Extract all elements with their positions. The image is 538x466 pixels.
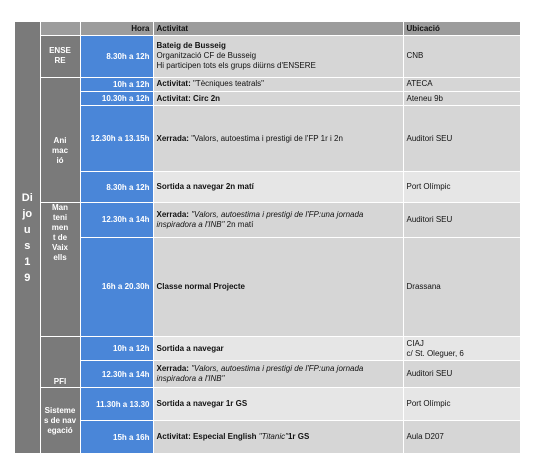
table-row: [15, 421, 520, 454]
header-hora: Hora: [80, 22, 153, 36]
activity-line: Hi participen tots els grups diürns d'ENSERE: [156, 61, 316, 71]
time-cell: 8.30h a 12h: [80, 36, 153, 77]
time-cell: 8.30h a 12h: [80, 172, 153, 203]
table-row: [15, 237, 520, 336]
activity-cell: Activitat: "Tècniques teatrals": [153, 77, 403, 91]
location-cell: Auditori SEU: [403, 202, 520, 237]
table-row: [15, 106, 520, 172]
activity-cell: Sortida a navegar: [153, 336, 403, 361]
header-ubicacio: Ubicació: [403, 22, 520, 36]
time-cell: 15h a 16h: [80, 421, 153, 454]
activity-line: Organització CF de Busseig: [156, 51, 257, 61]
table-row: [15, 202, 520, 237]
location-cell: Drassana: [403, 237, 520, 336]
activity-cell: [153, 36, 403, 77]
table-row: [15, 336, 520, 361]
time-cell: 16h a 20.30h: [80, 237, 153, 336]
activity-cell: Activitat: Circ 2n: [153, 91, 403, 105]
time-cell: 10h a 12h: [80, 77, 153, 91]
table-row: [15, 36, 520, 77]
header-row: [15, 22, 520, 36]
activity-cell: Xerrada: "Valors, autoestima i prestigi de l'FP:una jornada inspiradora a l'INB": [153, 361, 403, 388]
time-cell: 10h a 12h: [80, 336, 153, 361]
location-cell: Port Olímpic: [403, 172, 520, 203]
time-cell: 12.30h a 13.15h: [80, 106, 153, 172]
activity-cell: Classe normal Projecte: [153, 237, 403, 336]
time-cell: 10.30h a 12h: [80, 91, 153, 105]
group-sistemes: Sistemes de navegació: [40, 388, 80, 454]
time-cell: 12.30h a 14h: [80, 202, 153, 237]
day-cell: [15, 22, 40, 454]
location-cell: CNB: [403, 36, 520, 77]
day-label: Dijous 19: [21, 191, 33, 284]
location-cell: Auditori SEU: [403, 361, 520, 388]
header-activitat: Activitat: [153, 22, 403, 36]
group-animacio: Animació: [40, 77, 80, 202]
header-group: [40, 22, 80, 36]
location-cell: Auditori SEU: [403, 106, 520, 172]
schedule-table: [15, 21, 521, 454]
location-cell: Port Olímpic: [403, 388, 520, 421]
location-cell: Aula D207: [403, 421, 520, 454]
table-row: [15, 77, 520, 91]
activity-title: Bateig de Busseig: [156, 41, 226, 51]
table-row: [15, 172, 520, 203]
activity-cell: Xerrada: "Valors, autoestima i prestigi de l'FP:una jornada inspiradora a l'INB" 2n matí: [153, 202, 403, 237]
activity-cell: Sortida a navegar 1r GS: [153, 388, 403, 421]
activity-cell: Activitat: Especial English "Titanic"1r GS: [153, 421, 403, 454]
table-row: [15, 361, 520, 388]
time-cell: 11.30h a 13.30: [80, 388, 153, 421]
table-row: [15, 91, 520, 105]
location-cell: Ateneu 9b: [403, 91, 520, 105]
location-cell: ATECA: [403, 77, 520, 91]
group-ensere: ENSERE: [40, 36, 80, 77]
group-pfi: PFI: [40, 336, 80, 387]
table-row: [15, 388, 520, 421]
location-cell: CIAJ c/ St. Oleguer, 6: [403, 336, 520, 361]
activity-cell: Xerrada: "Valors, autoestima i prestigi de l'FP 1r i 2n: [153, 106, 403, 172]
activity-cell: Sortida a navegar 2n matí: [153, 172, 403, 203]
group-manteniment: Manteniment de Vaixells: [40, 202, 80, 336]
time-cell: 12.30h a 14h: [80, 361, 153, 388]
